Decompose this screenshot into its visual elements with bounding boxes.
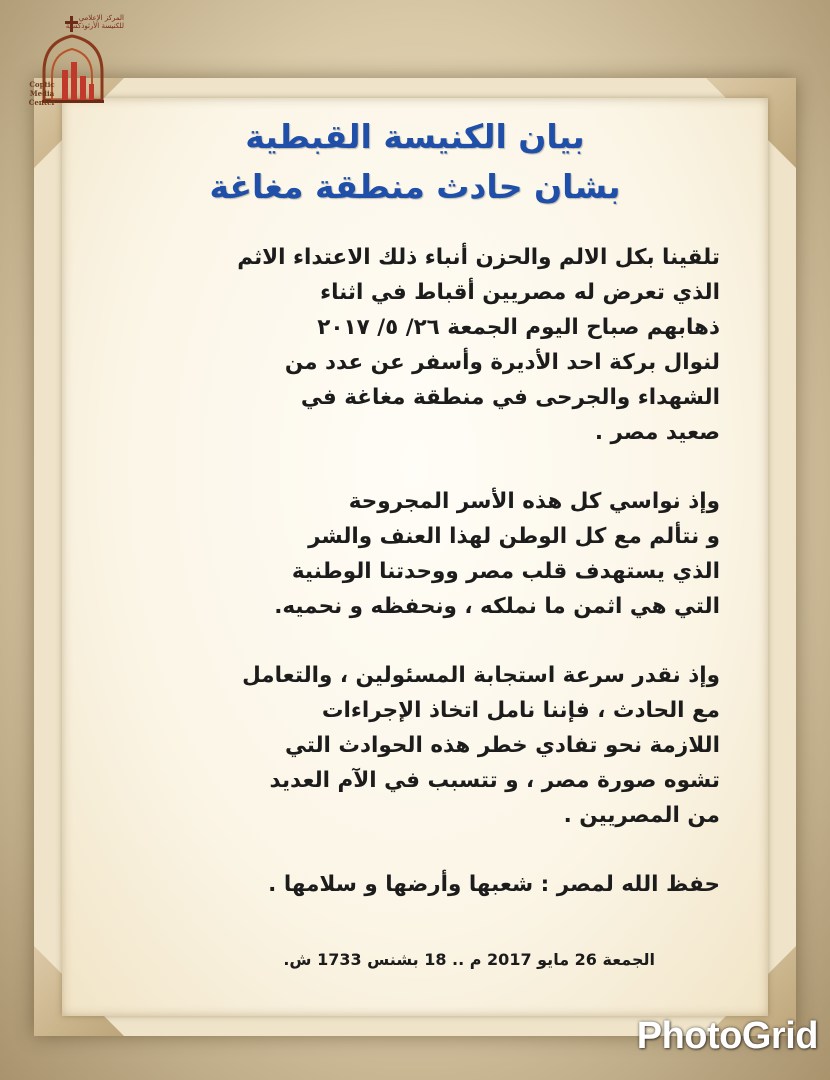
photogrid-watermark: PhotoGrid <box>636 1015 818 1057</box>
statement-title <box>100 112 730 212</box>
logo-arabic-text: المركز الإعلامي للكنيسة الأرثوذكسية <box>65 14 124 30</box>
logo-english-text: Coptic Media Center <box>28 80 56 107</box>
coptic-media-center-logo <box>22 14 126 114</box>
title-line-2: بشان حادث منطقة مغاغة <box>209 167 621 206</box>
paragraph-appreciation: وإذ نقدر سرعة استجابة المسئولين ، والتعامل مع الحادث ، فإننا نامل اتخاذ الإجراءات اللازمة نحو تفادي خطر هذه الحوادث التي تشوه صورة مصر ، و تتسبب في الآم العديد من المصريين . <box>242 663 720 828</box>
statement-date: الجمعة 26 مايو 2017 م .. 18 بشنس 1733 ش. <box>283 950 655 969</box>
paragraph-blessing: حفظ الله لمصر : شعبها وأرضها و سلامها . <box>268 872 720 897</box>
paragraph-condolence: تلقينا بكل الالم والحزن أنباء ذلك الاعتداء الاثم الذي تعرض له مصريين أقباط في اثناء ذهابهم صباح اليوم الجمعة ٢٦/ ٥/ ٢٠١٧ لنوال بركة احد الأديرة وأسفر عن عدد من الشهداء والجرحى في منطقة مغاغة في صعيد مصر . <box>237 245 720 445</box>
paragraph-sympathy: وإذ نواسي كل هذه الأسر المجروحة و نتألم مع كل الوطن لهذا العنف والشر الذي يستهدف قلب مصر ووحدتنا الوطنية التي هي اثمن ما نملكه ، ونحفظه و نحميه. <box>274 489 720 619</box>
statement-body <box>110 240 720 902</box>
title-line-1: بيان الكنيسة القبطية <box>245 117 585 156</box>
